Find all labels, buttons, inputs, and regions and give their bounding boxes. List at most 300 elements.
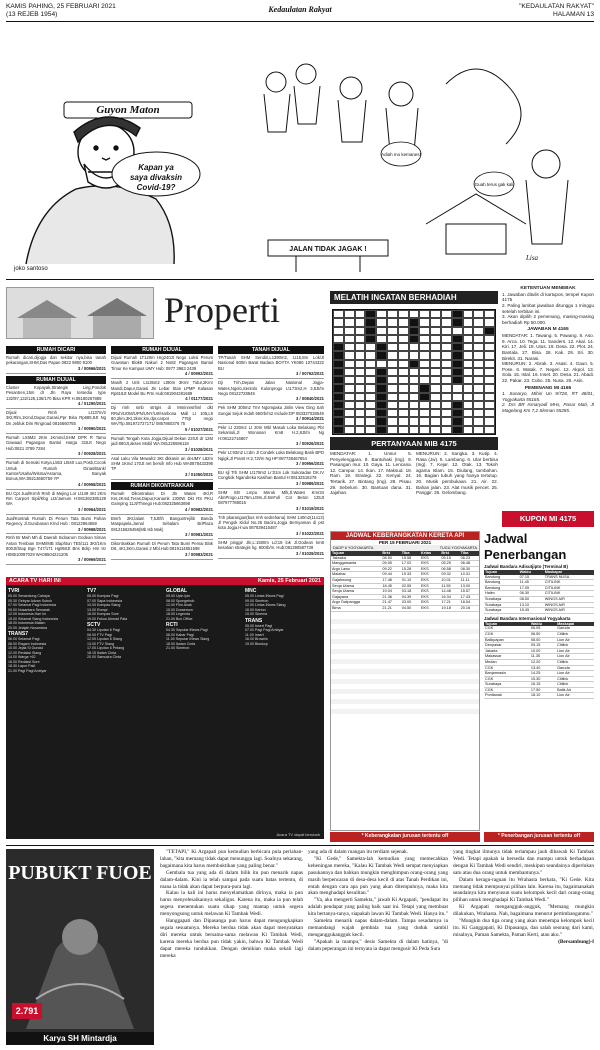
crossword-cell bbox=[441, 401, 452, 409]
table-cell: Surabaya bbox=[484, 602, 519, 608]
mib-question-box bbox=[330, 437, 498, 450]
crossword-grid bbox=[332, 309, 496, 435]
crossword-cell bbox=[484, 327, 495, 335]
table-cell: Malabar bbox=[331, 572, 381, 578]
crossword-cell bbox=[365, 343, 376, 351]
crossword-cell bbox=[355, 360, 366, 368]
program: 16.00 Kompas Sore bbox=[87, 612, 119, 616]
crossword-cell bbox=[333, 351, 344, 359]
table-cell: 01.10 bbox=[401, 577, 420, 583]
program: 10.00 Jejak Si Gundul bbox=[8, 646, 44, 650]
ad-code: 3 / 00956/2021 bbox=[296, 460, 324, 466]
table-cell: Halim bbox=[484, 591, 519, 597]
tv-columns bbox=[6, 585, 324, 675]
ad-text: Rumah LX6M2 2Km 1Kmmd,SHM DPR R Tamu Gawaad Pagangan Bantul Harga 315Jt Nego Hub:0821 3789 7284 bbox=[6, 434, 106, 451]
crossword-cell bbox=[376, 384, 387, 392]
crossword-cell bbox=[376, 368, 387, 376]
crossword-cell bbox=[398, 360, 409, 368]
cartoon-rule bbox=[6, 279, 594, 280]
ad-text: Rumah Dikontrakan Di Jln Wates 4Kl,R Ket,2Kmd,Teras,Dapur,Kanamk 1300W Dkt RS PKU Gamping 11Jt/Thnego Hub:082325663698 bbox=[111, 490, 213, 507]
table-cell: 16.34 bbox=[440, 594, 459, 600]
crossword-cell bbox=[333, 318, 344, 326]
svg-text:Guah terus gak kali: Guah terus gak kali bbox=[474, 182, 514, 187]
crossword-cell bbox=[430, 384, 441, 392]
table-cell: 16.15 bbox=[530, 682, 556, 688]
col-header: Kelas bbox=[420, 551, 440, 556]
ad-code: 3 / 00969/2021 bbox=[78, 557, 106, 563]
crossword-cell bbox=[463, 327, 474, 335]
table-cell: CITILINK bbox=[544, 591, 594, 597]
ad-text: Pek SHM 300m2 Tmr Ngompaka Jinlin View Ging Sah Sungai Sejuk Indah 650rb/m2 Include:DP 083337028549 bbox=[218, 405, 324, 416]
program: 16.00 Kartun bbox=[245, 607, 266, 612]
crossword-cell bbox=[419, 417, 430, 425]
ad-code: 3 / 01029/2021 bbox=[296, 550, 324, 556]
crossword-cell bbox=[376, 401, 387, 409]
crossword-cell bbox=[441, 351, 452, 359]
crossword-cell bbox=[452, 343, 463, 351]
serial-author: Karya SH Mintardja bbox=[6, 1032, 154, 1045]
table-cell: CGK bbox=[484, 687, 530, 693]
col-header: Tiba bbox=[401, 551, 420, 556]
ad-text: Rmh Br Mwh Mh di Daerah Sidoarum Godean Siman Antan Tembian SHM/IMB Slaphtun TE5/111 3Kt/1Km 800Jt/Stap Bgn T47/171 Hg850Jt Bns Bdrp Hrn Isr H08510087029 WA08504221205 bbox=[6, 535, 106, 557]
crossword-cell bbox=[387, 409, 398, 417]
pemenang-item: 2. Drs BR Ismaryadi MHs, Pasar Mati, Jl Magelang Km 7,2 Sleman 55285. bbox=[502, 402, 594, 414]
table-cell: Medan bbox=[484, 659, 530, 665]
crossword-cell bbox=[430, 318, 441, 326]
table-cell: 13.10 bbox=[519, 602, 544, 608]
table-cell: CITILINK bbox=[544, 580, 594, 586]
crossword-cell bbox=[387, 417, 398, 425]
tv-title: ACARA TV HARI INI bbox=[9, 578, 61, 584]
program: 07.00 Pagi Pagi Ambyar bbox=[245, 628, 284, 632]
crossword-cell bbox=[452, 335, 463, 343]
table-cell: Balikpapan bbox=[484, 637, 530, 643]
page-number: HALAMAN 13 bbox=[552, 11, 594, 18]
crossword-cell bbox=[398, 417, 409, 425]
crossword-cell bbox=[463, 343, 474, 351]
table-cell: 17.50 bbox=[530, 687, 556, 693]
crossword-cell bbox=[387, 393, 398, 401]
page-header bbox=[6, 3, 594, 21]
bubble-line-2: saya divaksin bbox=[129, 173, 183, 182]
table-cell: Lion Air bbox=[556, 671, 594, 677]
table-cell: WINGS AIR bbox=[544, 608, 594, 614]
table-cell: 07.15 bbox=[519, 575, 544, 580]
crossword-cell bbox=[473, 393, 484, 401]
program: 13.00 Rumpi bbox=[87, 607, 108, 612]
crossword-cell bbox=[473, 310, 484, 318]
crossword-cell bbox=[484, 310, 495, 318]
crossword-cell bbox=[419, 376, 430, 384]
crossword-cell bbox=[484, 318, 495, 326]
flight-footer: * Penerbangan jurusan tertentu off bbox=[484, 832, 594, 842]
tv-title-bar bbox=[6, 577, 324, 585]
crossword-cell bbox=[376, 376, 387, 384]
table-cell: Surabaya bbox=[484, 682, 530, 688]
ad-text: Dijual Rmh Lt137m/2 3Kt,Rlm,1Kmd,Dapur,Garasi,Ppr Bisa Rp685,8Jt Ng Dn Jebluk Dim Ringroad 0816660755 bbox=[6, 409, 106, 426]
ad-text: Cluster Kopayak,Strategis Ling,Pondok Pesantren,15m dr Jln Raya tersedia type 132/97,132/125,135/170 Bisa KPR H.08180267889 bbox=[6, 384, 106, 401]
table-cell: 15.58 bbox=[401, 556, 420, 561]
kupon-badge: KUPON MI 4175 bbox=[502, 511, 594, 527]
channel-name: GLOBAL bbox=[166, 588, 188, 594]
program: 11.00 Seputar iNews Siang bbox=[166, 637, 210, 641]
ad-text: Rumah di Semaki Kotya,L553 Lt540 Lux,Posb,Cocok Untuk Rumah Dinas/Bank/ Kantor/Usaha/Wisma/Asrama, Banyak Bonus,WA:08213660759 YP bbox=[6, 460, 106, 482]
cartoon-artist: joko santoso bbox=[14, 266, 48, 272]
crossword-cell bbox=[473, 360, 484, 368]
crossword-cell bbox=[463, 368, 474, 376]
crossword-cell bbox=[409, 409, 420, 417]
table-cell: Banjarmasin bbox=[484, 671, 530, 677]
story-paragraph: Gembala tua yang ada di dalam bilik itu pun menarik napas dalam-dalam. Kini ia telah sampai pada suatu batas tertentu, di mana ia tidak akan dapat berpura-pura lagi. bbox=[160, 869, 303, 890]
table-cell: 11.55 bbox=[440, 583, 459, 589]
table-cell: 19.33 bbox=[401, 572, 420, 578]
crossword-cell bbox=[355, 401, 366, 409]
program: 05.00 Senandung Cahaya bbox=[8, 594, 50, 598]
crossword-cell bbox=[484, 343, 495, 351]
crossword-cell bbox=[441, 310, 452, 318]
story-col-2 bbox=[308, 849, 448, 1045]
crossword-cell bbox=[452, 401, 463, 409]
crossword-cell bbox=[376, 351, 387, 359]
table-cell: 09.32 bbox=[440, 572, 459, 578]
table-cell: 06.48 bbox=[460, 561, 479, 567]
table-cell: Manggarsanta bbox=[331, 561, 381, 567]
channel-name: MNC bbox=[245, 588, 257, 594]
crossword-cell bbox=[473, 401, 484, 409]
story-paragraph: yang ada di dalam ruangan itu terdiam sejenak. bbox=[308, 849, 409, 855]
crossword-cell bbox=[365, 335, 376, 343]
table-row bbox=[484, 693, 594, 699]
crossword-cell bbox=[463, 351, 474, 359]
house-photo bbox=[6, 287, 154, 339]
table-cell: 10.00 bbox=[530, 648, 556, 654]
channel-name: TRANS7 bbox=[8, 631, 29, 637]
program: 07.00 Selamat Pagi Indonesia bbox=[8, 603, 56, 607]
table-cell: 06.50 bbox=[530, 631, 556, 637]
program: 20.00 Jelajah Nusantara bbox=[8, 625, 47, 630]
ad-code: 3 / 01028/2021 bbox=[185, 446, 213, 452]
table-cell: 14.25 bbox=[530, 671, 556, 677]
date-line: KAMIS PAHING, 25 FEBRUARI 2021 bbox=[6, 3, 116, 10]
classified-ad bbox=[6, 409, 106, 434]
tv-date: Kamis, 25 Februari 2021 bbox=[258, 578, 321, 584]
table-cell: WINGS AIR bbox=[544, 596, 594, 602]
col-header: Maskapai bbox=[544, 570, 594, 575]
crossword-cell bbox=[376, 318, 387, 326]
crossword-cell bbox=[344, 417, 355, 425]
classified-ad bbox=[218, 469, 324, 489]
crossword-cell bbox=[344, 393, 355, 401]
crossword-cell bbox=[484, 351, 495, 359]
table-cell: 09.44 bbox=[381, 572, 400, 578]
table-cell: Garuda bbox=[556, 665, 594, 671]
train-extra-rows bbox=[331, 614, 479, 714]
table-cell: Bandung bbox=[484, 575, 519, 580]
table-cell: Batik Air bbox=[556, 687, 594, 693]
crossword-cell bbox=[355, 376, 366, 384]
crossword-cell bbox=[409, 376, 420, 384]
crossword-cell bbox=[398, 310, 409, 318]
crossword-cell bbox=[355, 393, 366, 401]
classified-ad bbox=[111, 435, 213, 455]
crossword-cell bbox=[409, 343, 420, 351]
crossword-cell bbox=[387, 360, 398, 368]
speech-bubble bbox=[112, 152, 200, 196]
header-rule bbox=[6, 21, 594, 22]
crossword-cell bbox=[344, 327, 355, 335]
crossword-cell bbox=[419, 327, 430, 335]
ad-code: 3 / 01050/2021 bbox=[185, 471, 213, 477]
tv-column bbox=[166, 587, 243, 673]
pemenang-item: 1. Sunaryo, Mihiri Un 9/728, RT 48/01, Yogyakarta 55165. bbox=[502, 391, 594, 402]
program: 05.00 Insert Pagi bbox=[245, 623, 273, 628]
crossword-cell bbox=[344, 368, 355, 376]
program: 12.00 Lintas iNews Siang bbox=[245, 603, 286, 607]
crossword-cell bbox=[387, 351, 398, 359]
crossword-cell bbox=[484, 426, 495, 434]
crossword-cell bbox=[409, 327, 420, 335]
crossword-cell bbox=[333, 393, 344, 401]
table-cell: 13.00 bbox=[460, 583, 479, 589]
crossword-cell bbox=[484, 335, 495, 343]
table-cell: 18.54 bbox=[460, 600, 479, 606]
crossword-cell bbox=[419, 384, 430, 392]
serial-title: PUBUKT FUOE bbox=[8, 862, 152, 884]
table-cell: 08.00 bbox=[530, 637, 556, 643]
table-cell: 18.45 bbox=[381, 583, 400, 589]
crossword-cell bbox=[365, 417, 376, 425]
crossword-cell bbox=[344, 409, 355, 417]
clues-menurun: MENURUN: 2. Sangka. 3. Kutip. 4. Rasa (Jw). 5. Lambang. 6. Ular berbisa (Ing). 7. Kejar. 12. Otak. 13. Tokoh agama Islam. 15. Diulang, tambahan. 16. Bagian tubuh yang hanya tertutup. 20. Musik pembukaan. 21. Air. 22. Bahan jalan. 23. Alat musik pencet. 25. Panggir. 26. Gelombang. bbox=[416, 451, 498, 496]
crossword-cell bbox=[398, 327, 409, 335]
crossword-cell bbox=[473, 384, 484, 392]
svg-text:Adiah mo kemanes!: Adiah mo kemanes! bbox=[381, 152, 421, 157]
program: 12.00 Redaksi Siang bbox=[8, 650, 42, 655]
cartoon-illustration bbox=[6, 24, 594, 274]
crossword-cell bbox=[441, 335, 452, 343]
ad-code: 3 / 00926/2021 bbox=[296, 441, 324, 447]
table-cell: 08.50 bbox=[519, 596, 544, 602]
property-col-1 bbox=[6, 346, 106, 573]
table-cell: 15.30 bbox=[530, 676, 556, 682]
tv-column bbox=[87, 587, 164, 673]
ad-code: 3 / 00762/2021 bbox=[296, 371, 324, 377]
crossword-cell bbox=[463, 318, 474, 326]
crossword-cell bbox=[463, 384, 474, 392]
table-cell: 15.45 bbox=[519, 608, 544, 614]
crossword-cell bbox=[430, 327, 441, 335]
crossword-cell bbox=[398, 343, 409, 351]
ad-text: Bmrh 2Kt,lalam T,5Jt/th Banguntrejiliti Banda Maspapela,Jamal Sebalam BriPlaza 081215626456(Mb Isb Mak) bbox=[111, 515, 213, 532]
crossword-cell bbox=[376, 343, 387, 351]
crossword-cell bbox=[430, 376, 441, 384]
table-cell: 08.30 bbox=[460, 566, 479, 572]
table-cell: 04.50 bbox=[401, 605, 420, 611]
table-cell: 04.39 bbox=[401, 594, 420, 600]
ad-text: TP/Tanah SHM Sendiri,L1390m2, Lt15,8m Lok/Jl Nasional 600m Barat Badara BOYTA YK085 10744322 BU bbox=[218, 355, 324, 371]
table-cell: EKS bbox=[420, 583, 440, 589]
classified-ad bbox=[6, 515, 106, 535]
serial-illustration bbox=[6, 849, 154, 1045]
story-paragraph: yang tingkat ilmunya tidak terlampau jauh dibawah Ki Tambak Wedi. Tetapi apakah ia bersedia dan mampu untuk berhadapan dengan Ki Tambak Wedi sendiri, meskipun seandainya diperlukan satu atau dua orang untuk membantunya." bbox=[453, 849, 594, 876]
program: 13.00 FTV Siang bbox=[87, 641, 114, 646]
program: 18.00 Indonesia Malam bbox=[8, 621, 46, 625]
station-left: DAOP 6 YOGYAKARTA bbox=[333, 546, 374, 550]
ad-code: 4 / 00958/2021 bbox=[78, 481, 106, 487]
crossword-cell bbox=[409, 417, 420, 425]
crossword-cell bbox=[441, 327, 452, 335]
table-cell: 03.18 bbox=[401, 589, 420, 595]
crossword-cell bbox=[398, 401, 409, 409]
crossword-cell bbox=[441, 360, 452, 368]
property-col-2 bbox=[111, 346, 213, 573]
crossword-cell bbox=[376, 310, 387, 318]
bubble-line-1: Kapan ya bbox=[138, 163, 174, 172]
crossword-cell bbox=[333, 343, 344, 351]
table-cell: EKS bbox=[420, 600, 440, 606]
crossword-cell bbox=[344, 351, 355, 359]
train-table bbox=[331, 551, 479, 612]
ad-code: 3 / 00840/2021 bbox=[296, 396, 324, 402]
crossword-cell bbox=[473, 376, 484, 384]
crossword-cell bbox=[333, 327, 344, 335]
crossword-cell bbox=[398, 335, 409, 343]
crossword-cell bbox=[365, 384, 376, 392]
crossword-cell bbox=[484, 417, 495, 425]
crossword-cell bbox=[430, 426, 441, 434]
classified-ad bbox=[6, 490, 106, 515]
table-cell: 17.02 bbox=[401, 561, 420, 567]
mib-clues bbox=[330, 451, 498, 507]
ad-code: 4 / 00992/2021 bbox=[185, 371, 213, 377]
table-cell: 06.30 bbox=[519, 591, 544, 597]
program: 18.00 Ikatan Cinta bbox=[166, 641, 196, 646]
crossword-cell bbox=[473, 327, 484, 335]
table-cell: Citilink bbox=[556, 682, 594, 688]
ad-code: 3 / 00964/2021 bbox=[78, 506, 106, 512]
crossword-cell bbox=[452, 384, 463, 392]
crossword-cell bbox=[355, 327, 366, 335]
col-header: Tujuan bbox=[331, 551, 381, 556]
crossword-cell bbox=[463, 409, 474, 417]
program: 15.00 Doraemon bbox=[166, 607, 193, 612]
crossword-cell bbox=[452, 417, 463, 425]
story-paragraph: "Apakah ia mampu," desis Samekta di dalam hatinya, "di dalam peperangan ini ternyata ia dapat mengusir Ki Peda Sura bbox=[308, 938, 448, 952]
story-col-1 bbox=[160, 849, 303, 1045]
table-cell: 18.10 bbox=[530, 693, 556, 699]
crossword-cell bbox=[355, 343, 366, 351]
crossword-cell bbox=[452, 426, 463, 434]
crossword-cell bbox=[355, 368, 366, 376]
crossword-cell bbox=[473, 417, 484, 425]
crossword-cell bbox=[409, 351, 420, 359]
crossword-cell bbox=[333, 368, 344, 376]
classified-ad bbox=[218, 424, 324, 449]
program: 05.00 Lintas iNews Pagi bbox=[245, 594, 284, 598]
ad-text: Dikontrakkan Rumah Di Perum Tata Bumi Pemai Blok D6, 4Kt,3Km,Garasi 2 Mbl.Hub:0819114851598 bbox=[111, 540, 213, 552]
crossword-cell bbox=[452, 310, 463, 318]
program: 17.00 Liputan 6 Petang bbox=[87, 646, 125, 650]
table-cell: EKS bbox=[420, 561, 440, 567]
crossword-cell bbox=[441, 376, 452, 384]
crossword-cell bbox=[365, 368, 376, 376]
ad-text: BU sjl Trh SHM Lt178m2 Lr:01m Lok Sukoradan DK.IV Congkok Ngandreka Kasihan Bantul H:08132518279 bbox=[218, 469, 324, 481]
mib-question-title: PERTANYAAN MIB 4175 bbox=[330, 437, 498, 450]
classified-ad bbox=[111, 455, 213, 480]
bubble-line-3: Covid-19? bbox=[136, 183, 176, 192]
ad-text: SHM pinggir Jln,L:1500m Ld:18 lok Jl.Godean km8 kesatian strategis hg. 800rb/m. Hub:081390587739 bbox=[218, 539, 324, 551]
table-cell: EKS bbox=[420, 556, 440, 561]
table-cell: EKS bbox=[420, 589, 440, 595]
channel-name: TV7 bbox=[87, 588, 97, 594]
crossword-cell bbox=[376, 409, 387, 417]
table-cell: Citilink bbox=[556, 676, 594, 682]
table-cell: 19.04 bbox=[381, 589, 400, 595]
guyon-maton-logo bbox=[64, 102, 192, 118]
classified-ad bbox=[218, 449, 324, 469]
crossword-cell bbox=[344, 360, 355, 368]
crossword-cell bbox=[365, 310, 376, 318]
crossword-cell bbox=[441, 417, 452, 425]
program: 09.00 Sinetron bbox=[245, 598, 269, 603]
crossword-cell bbox=[398, 318, 409, 326]
ad-code: 3 / 00990/2021 bbox=[78, 426, 106, 432]
program: 16.00 Redaksi Sore bbox=[8, 659, 40, 664]
table-cell: 15.28 bbox=[401, 566, 420, 572]
program: 18.30 Lapor Pak! bbox=[8, 664, 36, 668]
program: 12.00 Indonesia Hari Ini bbox=[8, 612, 46, 616]
train-schedule bbox=[330, 531, 480, 831]
crossword-cell bbox=[484, 360, 495, 368]
table-cell: EKS bbox=[420, 577, 440, 583]
classified-ad bbox=[218, 404, 324, 424]
channel-name: TRANS bbox=[245, 617, 263, 624]
table-cell: 15.57 bbox=[460, 589, 479, 595]
crossword-cell bbox=[344, 426, 355, 434]
tv-schedule bbox=[6, 577, 324, 839]
crossword-cell bbox=[452, 368, 463, 376]
ad-code: 3 / 01019/2021 bbox=[296, 505, 324, 511]
crossword-cell bbox=[473, 426, 484, 434]
ad-text: Pekr Lt:93m2 Lt:dm Jl Condek Loka Belakang Bank BPD Ngigk,Jl Pramt H:2,7Jt/m Ng HP:087738467654 bbox=[218, 450, 324, 461]
crossword-cell bbox=[484, 368, 495, 376]
crossword-cell bbox=[463, 360, 474, 368]
ad-code: 3 / 00914/2021 bbox=[296, 416, 324, 422]
ad-code: 5 / 01027/2021 bbox=[185, 426, 213, 432]
crossword-cell bbox=[452, 409, 463, 417]
ad-code: 3 / 00928/2021 bbox=[78, 451, 106, 457]
crossword-cell bbox=[463, 335, 474, 343]
table-cell: Surabaya bbox=[484, 596, 519, 602]
table-cell: CGK bbox=[484, 631, 530, 637]
table-cell: Bandung bbox=[484, 585, 519, 591]
crossword-cell bbox=[452, 393, 463, 401]
crossword-cell bbox=[333, 384, 344, 392]
pemenang-heading: PEMENANG MI 4165 bbox=[524, 385, 572, 391]
classified-ad bbox=[111, 354, 213, 379]
serial-banner bbox=[6, 849, 154, 1045]
table-cell: Senja Utama bbox=[331, 583, 381, 589]
table-cell: 12.20 bbox=[530, 659, 556, 665]
table-cell: Garuda bbox=[556, 626, 594, 631]
crossword-cell bbox=[409, 384, 420, 392]
table-cell: 11.11 bbox=[460, 577, 479, 583]
crossword-cell bbox=[333, 426, 344, 434]
crossword-cell bbox=[387, 310, 398, 318]
table-cell: 19.18 bbox=[440, 605, 459, 611]
channel-name: SCTV bbox=[87, 622, 101, 628]
crossword-cell bbox=[398, 409, 409, 417]
